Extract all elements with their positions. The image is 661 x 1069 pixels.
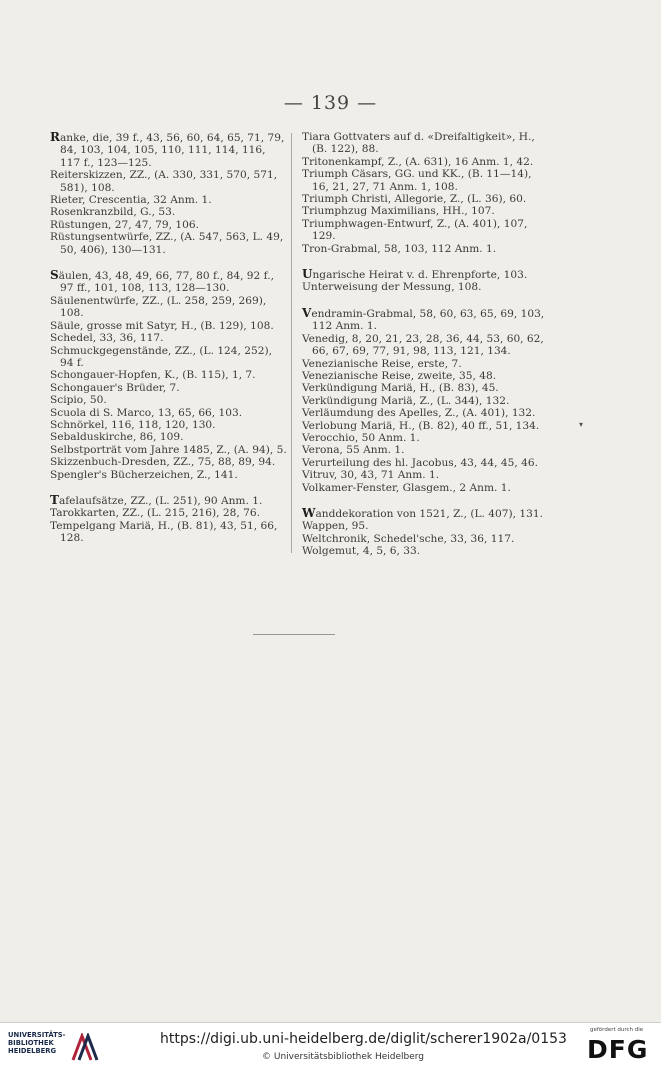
section-gap (302, 255, 548, 268)
index-entry: Skizzenbuch-Dresden, ZZ., 75, 88, 89, 94. (50, 456, 276, 469)
index-entry: Weltchronik, Schedel'sche, 33, 36, 117. (302, 532, 515, 545)
index-entry: Verkündigung Mariä, Z., (L. 344), 132. (302, 394, 510, 407)
index-entry: Schnörkel, 116, 118, 120, 130. (50, 418, 216, 431)
permalink-url[interactable]: https://digi.ub.uni-heidelberg.de/diglit/scherer1902a/0153 (160, 1031, 567, 1047)
section-initial: R (50, 130, 60, 144)
index-entry: Venezianische Reise, erste, 7. (302, 357, 462, 370)
page-number: — 139 — (283, 92, 378, 114)
index-entry (50, 494, 288, 507)
index-entry: Vitruv, 30, 43, 71 Anm. 1. (302, 469, 440, 482)
section-initial: V (302, 305, 312, 320)
section-gap (302, 294, 548, 307)
library-emblem-icon (70, 1033, 100, 1063)
entry-text: endramin-Grabmal, 58, 60, 63, 65, 69, 103, 112 Anm. 1. (311, 307, 545, 333)
section-initial: W (302, 505, 316, 520)
index-entry: Schongauer-Hopfen, K., (B. 115), 1, 7. (50, 369, 256, 382)
index-entry: Unterweisung der Messung, 108. (302, 281, 482, 294)
entry-text: anke, die, 39 f., 43, 56, 60, 64, 65, 71, 79, 84, 103, 104, 105, 110, 111, 114, 116, 117 f., 123—125. (59, 132, 285, 169)
entry-text: äulen, 43, 48, 49, 66, 77, 80 f., 84, 92 f., 97 ff., 101, 108, 113, 128—130. (58, 270, 274, 295)
index-entry: Verkündigung Mariä, H., (B. 83), 45. (302, 382, 499, 395)
index-entry: Tiara Gottvaters auf d. «Dreifaltigkeit», H., (B. 122), 88. (302, 131, 535, 156)
index-entry (50, 269, 288, 295)
funder-caption: gefördert durch die (590, 1027, 644, 1033)
index-entry: Verurteilung des hl. Jacobus, 43, 44, 45, 46. (302, 456, 538, 469)
university-library-logo[interactable] (8, 1031, 103, 1065)
index-entry: Rüstungsentwürfe, ZZ., (A. 547, 563, L. 49, 50, 406), 130—131. (50, 231, 284, 256)
section-gap (50, 481, 288, 494)
section-gap (50, 256, 288, 269)
index-entry: Rieter, Crescentia, 32 Anm. 1. (50, 194, 212, 207)
index-column-left (50, 131, 288, 545)
index-entry: Spengler's Bücherzeichen, Z., 141. (50, 468, 238, 481)
index-entry: Triumph Christi, Allegorie, Z., (L. 36), 60. (302, 193, 527, 206)
entry-text: afelaufsätze, ZZ., (L. 251), 90 Anm. 1. (58, 494, 263, 507)
index-entry: Scuola di S. Marco, 13, 65, 66, 103. (50, 406, 243, 419)
index-entry: Scipio, 50. (50, 394, 107, 407)
end-rule (253, 634, 335, 635)
index-entry: Verlobung Mariä, H., (B. 82), 40 ff., 51, 134. (302, 419, 540, 432)
section-gap (302, 494, 548, 507)
entry-text: ngarische Heirat v. d. Ehrenpforte, 103. (312, 269, 528, 282)
index-entry: Verona, 55 Anm. 1. (302, 444, 405, 457)
index-entry (302, 268, 548, 281)
copyright-notice: © Universitätsbibliothek Heidelberg (262, 1052, 425, 1062)
index-entry (302, 307, 548, 333)
index-entry: Wolgemut, 4, 5, 6, 33. (302, 545, 421, 558)
index-entry: Verocchio, 50 Anm. 1. (302, 431, 420, 444)
index-entry: Rüstungen, 27, 47, 79, 106. (50, 218, 199, 231)
index-entry: Rosenkranzbild, G., 53. (50, 206, 176, 219)
index-entry: Tron-Grabmal, 58, 103, 112 Anm. 1. (302, 242, 497, 255)
section-initial: S (50, 268, 59, 283)
index-entry (50, 131, 288, 169)
index-entry: Schedel, 33, 36, 117. (50, 332, 164, 345)
index-entry: Säulenentwürfe, ZZ., (L. 258, 259, 269), 108. (50, 294, 267, 320)
index-entry: Venedig, 8, 20, 21, 23, 28, 36, 44, 53, 60, 62, 66, 67, 69, 77, 91, 98, 113, 121, 134. (302, 332, 544, 358)
index-entry: Venezianische Reise, zweite, 35, 48. (302, 369, 497, 382)
index-entry: Selbstporträt vom Jahre 1485, Z., (A. 94), 5. (50, 443, 287, 456)
index-entry: Schongauer's Brüder, 7. (50, 381, 180, 394)
index-entry: Tempelgang Mariä, H., (B. 81), 43, 51, 66, 128. (50, 519, 278, 545)
index-entry (302, 507, 548, 520)
entry-text: anddekoration von 1521, Z., (L. 407), 131. (315, 507, 543, 520)
index-entry: Reiterskizzen, ZZ., (A. 330, 331, 570, 571, 581), 108. (50, 169, 278, 194)
index-entry: Triumphwagen-Entwurf, Z., (A. 401), 107, 129. (302, 217, 528, 243)
column-divider (291, 133, 292, 553)
index-entry: Volkamer-Fenster, Glasgem., 2 Anm. 1. (302, 481, 511, 494)
section-initial: T (50, 492, 59, 507)
index-entry: Tritonenkampf, Z., (A. 631), 16 Anm. 1, 42. (302, 155, 534, 168)
index-entry: Triumph Cäsars, GG. und KK., (B. 11—14), 16, 21, 27, 71 Anm. 1, 108. (302, 168, 532, 193)
index-entry: Tarokkarten, ZZ., (L. 215, 216), 28, 76. (50, 507, 260, 520)
logo-text: UNIVERSITÄTS- BIBLIOTHEK HEIDELBERG (8, 1031, 66, 1055)
margin-mark: ▾ (579, 420, 584, 429)
index-entry: Säule, grosse mit Satyr, H., (B. 129), 108. (50, 319, 274, 332)
index-entry: Wappen, 95. (302, 520, 369, 533)
section-initial: U (302, 267, 313, 282)
index-column-right (302, 131, 548, 558)
index-entry: Triumphzug Maximilians, HH., 107. (302, 205, 495, 218)
index-entry: Schmuckgegenstände, ZZ., (L. 124, 252), 94 f. (50, 344, 272, 369)
viewer-footer (0, 1022, 661, 1069)
index-entry: Verläumdung des Apelles, Z., (A. 401), 132. (302, 407, 536, 420)
dfg-logo[interactable]: DFG (587, 1035, 649, 1064)
index-entry: Sebalduskirche, 86, 109. (50, 431, 184, 444)
